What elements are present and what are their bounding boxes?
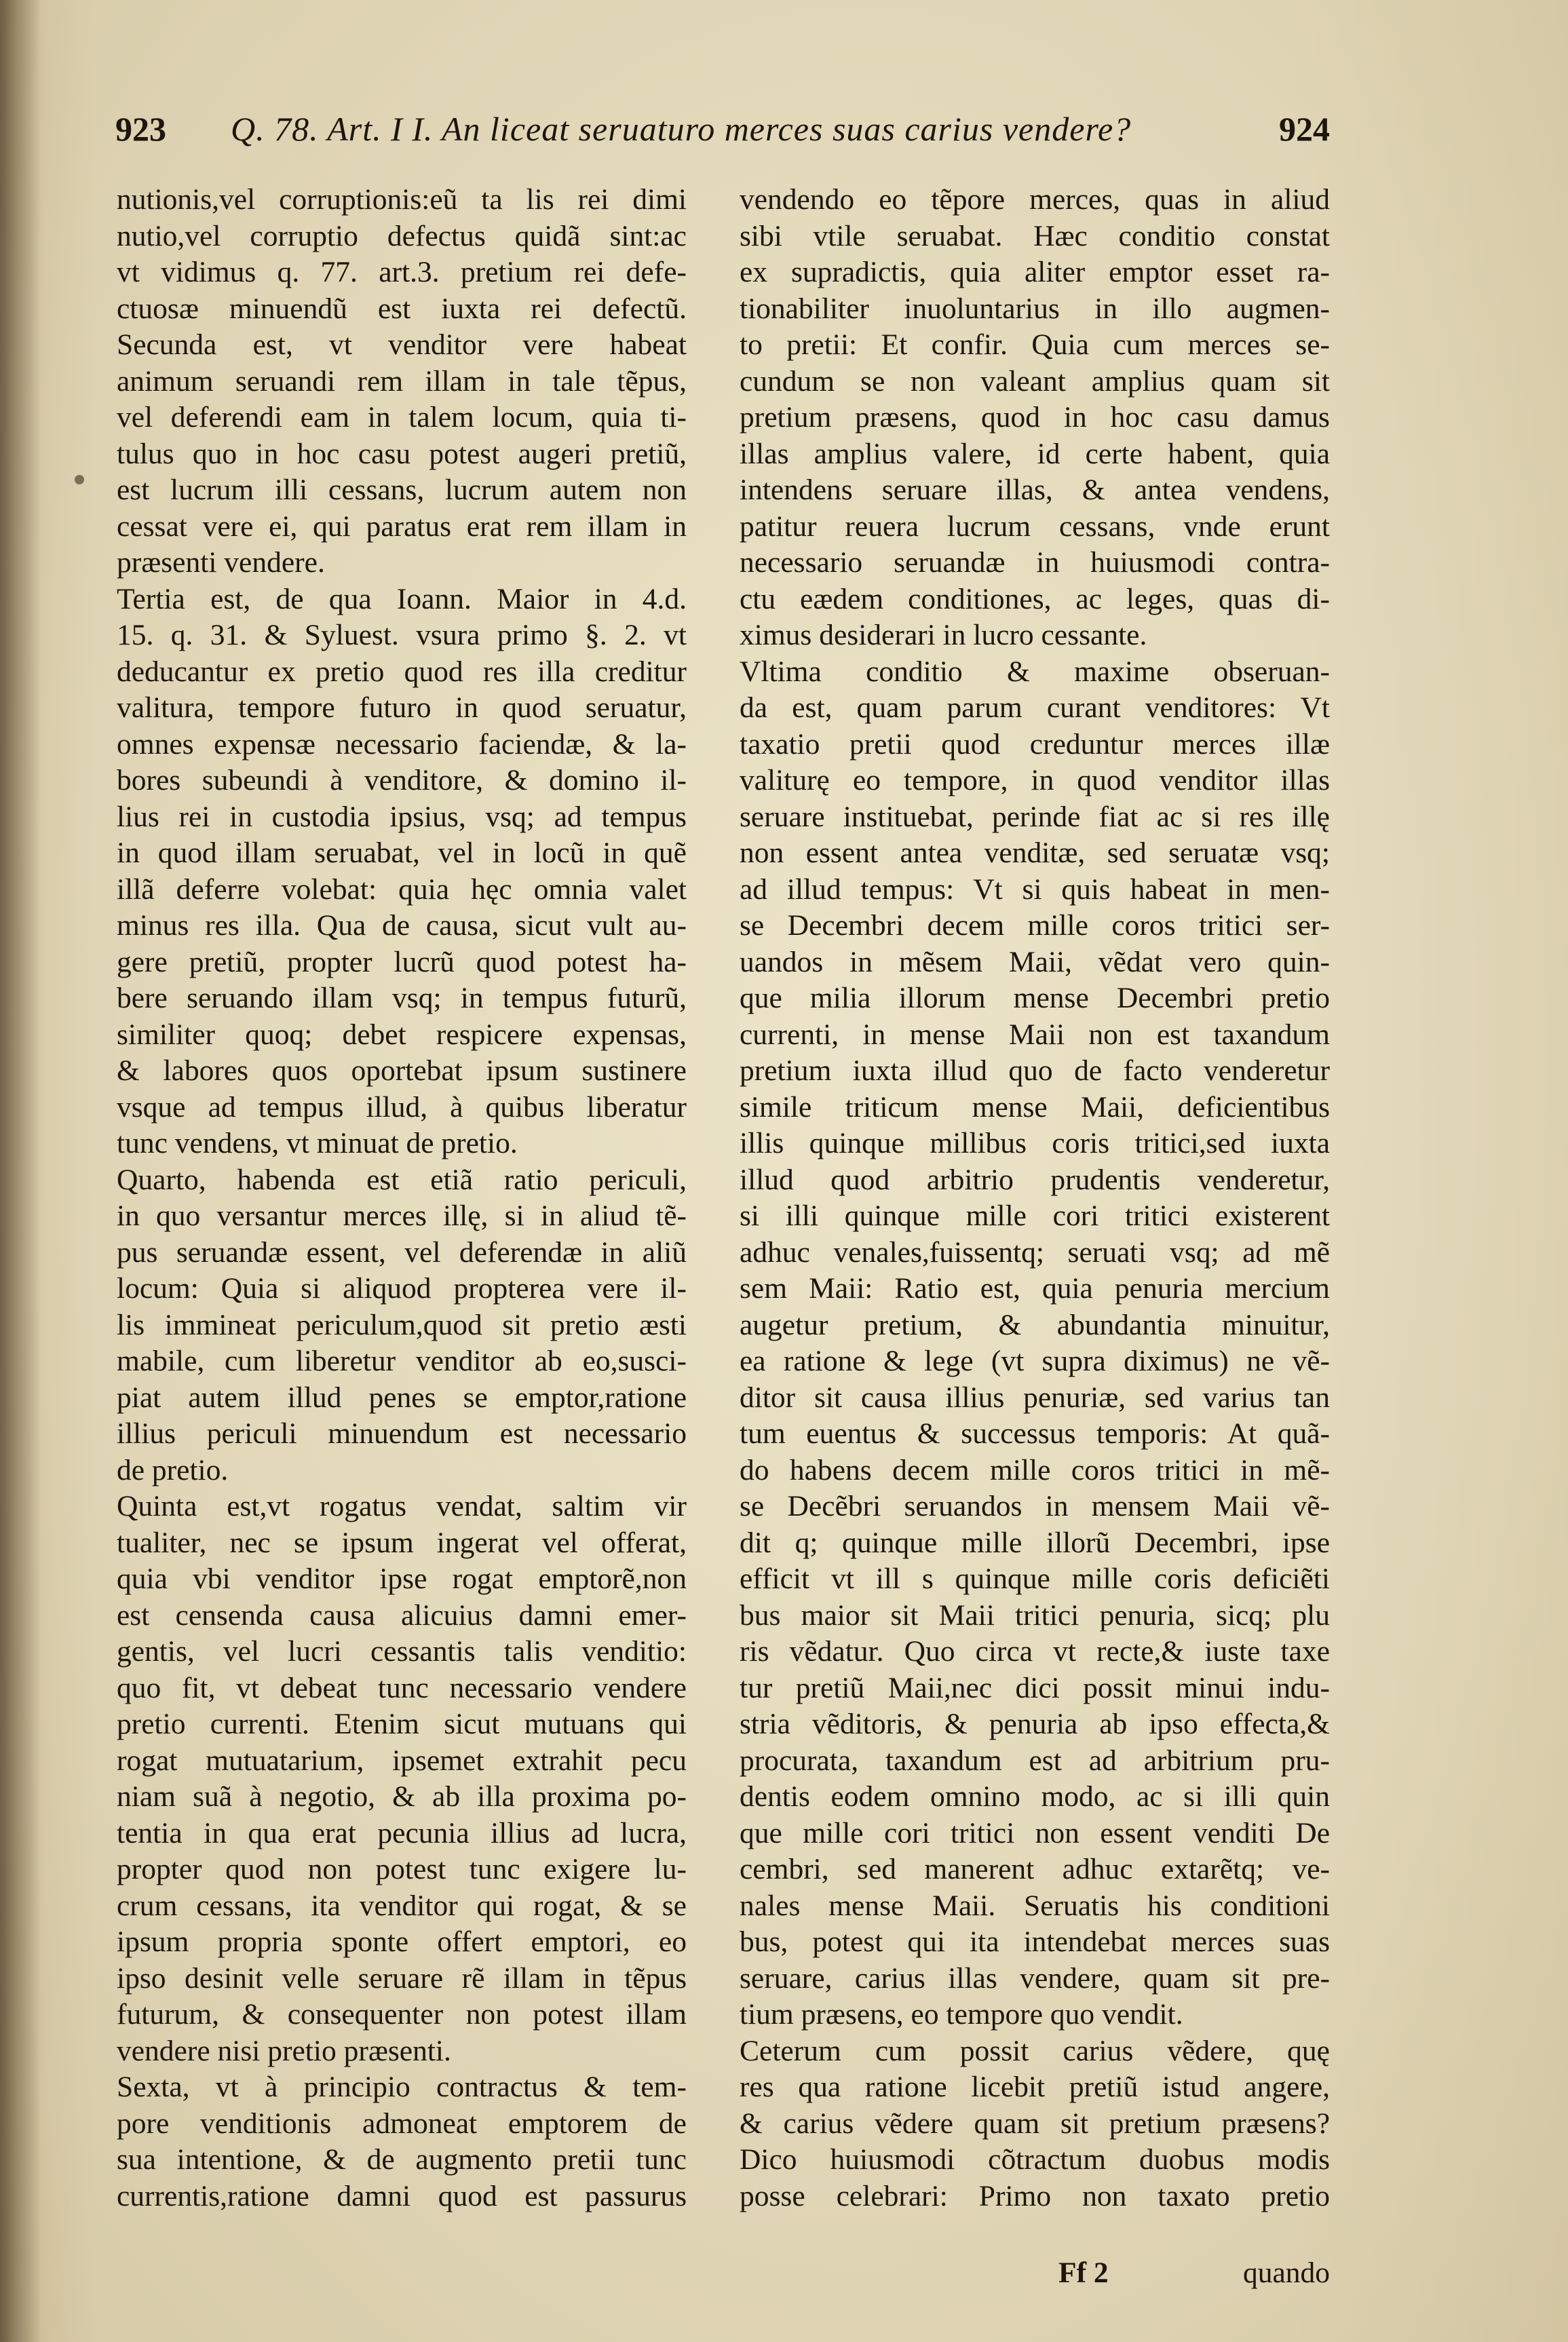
text-line: to pretii: Et confir. Quia cum merces se- [740, 328, 1330, 361]
right-page-number: 924 [1279, 110, 1330, 148]
text-line: uandos in mẽsem Maii, vẽdat vero quin- [740, 945, 1330, 978]
text-line: deducantur ex pretio quod res illa creditur [117, 655, 687, 688]
text-line: propter quod non potest tunc exigere lu- [117, 1853, 687, 1885]
text-line: vsque ad tempus illud, à quibus liberatur [117, 1090, 687, 1124]
text-line: quo fit, vt debeat tunc necessario vendere [117, 1671, 687, 1704]
text-line: taxatio pretii quod creduntur merces illæ [740, 727, 1330, 761]
text-line: vendendo eo tẽpore merces, quas in aliud [740, 183, 1330, 216]
text-line: nales mense Maii. Seruatis his conditioni [740, 1889, 1330, 1922]
text-line: ximus desiderari in lucro cessante. [740, 619, 1147, 651]
text-line: Vltima conditio & maxime obseruan- [740, 655, 1330, 688]
text-line: cessat vere ei, qui paratus erat rem illam in [117, 510, 687, 543]
text-line: currenti, in mense Maii non est taxandum [740, 1018, 1330, 1051]
text-line: similiter quoq; debet respicere expensas, [117, 1018, 687, 1051]
text-line: in quod illam seruabat, vel in locũ in quẽ [117, 837, 687, 869]
text-line: præsenti vendere. [117, 546, 325, 579]
text-line: & labores quos oportebat ipsum sustinere [117, 1054, 687, 1087]
text-line: posse celebrari: Primo non taxato pretio [740, 2179, 1330, 2212]
text-line: non essent antea venditæ, sed seruatæ vsq; [740, 837, 1330, 869]
text-line: ad illud tempus: Vt si quis habeat in men- [740, 872, 1330, 906]
text-line: res qua ratione licebit pretiũ istud angere, [740, 2071, 1330, 2103]
margin-ink-mark [75, 475, 84, 484]
text-line: Quinta est,vt rogatus vendat, saltim vir [117, 1490, 687, 1522]
text-line: ipsum propria sponte offert emptori, eo [117, 1925, 687, 1958]
text-line: tium præsens, eo tempore quo vendit. [740, 1998, 1183, 2031]
text-line: in quo versantur merces illę, si in aliud tẽ- [117, 1199, 687, 1232]
text-line: dentis eodem omnino modo, ac si illi quin [740, 1780, 1330, 1813]
text-line: niam suã à negotio, & ab illa proxima po- [117, 1780, 687, 1813]
text-line: tionabiliter inuoluntarius in illo augmen- [740, 292, 1330, 325]
text-line: & carius vẽdere quam sit pretium præsens? [740, 2107, 1330, 2140]
text-line: da est, quam parum curant venditores: Vt [740, 691, 1330, 724]
text-line: ipso desinit velle seruare rẽ illam in tẽpus [117, 1961, 687, 1995]
text-line: est lucrum illi cessans, lucrum autem non [117, 474, 687, 506]
text-line: augetur pretium, & abundantia minuitur, [740, 1308, 1330, 1341]
text-line: bores subeundi à venditore, & domino il- [117, 764, 687, 796]
text-line: patitur reuera lucrum cessans, vnde erunt [740, 510, 1330, 543]
text-line: lius rei in custodia ipsius, vsq; ad tempus [117, 800, 687, 833]
text-line: Secunda est, vt venditor vere habeat [117, 328, 687, 361]
text-line: tur pretiũ Maii,nec dici possit minui indu- [740, 1671, 1330, 1704]
text-line: adhuc venales,fuissentq; seruati vsq; ad mẽ [740, 1235, 1330, 1269]
text-line: cundum se non valeant amplius quam sit [740, 364, 1330, 398]
text-line: illius periculi minuendum est necessario [117, 1417, 687, 1450]
text-line: ris vẽdatur. Quo circa vt recte,& iuste taxe [740, 1635, 1330, 1668]
text-line: mabile, cum liberetur venditor ab eo,susci- [117, 1345, 687, 1377]
text-line: bus maior sit Maii tritici penuria, sicq; plu [740, 1598, 1330, 1632]
text-line: gere pretiũ, propter lucrũ quod potest ha- [117, 945, 687, 978]
text-line: illis quinque millibus coris tritici,sed iuxta [740, 1127, 1330, 1159]
text-line: seruare instituebat, perinde fiat ac si res illę [740, 800, 1330, 833]
text-line: Dico huiusmodi cõtractum duobus modis [740, 2143, 1330, 2176]
text-line: 15. q. 31. & Syluest. vsura primo §. 2. vt [117, 619, 687, 651]
text-line: que milia illorum mense Decembri pretio [740, 982, 1330, 1014]
text-line: necessario seruandæ in huiusmodi contra- [740, 546, 1330, 579]
text-line: do habens decem mille coros tritici in mẽ- [740, 1453, 1330, 1486]
text-line: vendere nisi pretio præsenti. [117, 2034, 451, 2067]
text-line: sibi vtile seruabat. Hæc conditio constat [740, 219, 1330, 252]
text-line: tulus quo in hoc casu potest augeri pretiũ, [117, 437, 687, 470]
text-line: pretio currenti. Etenim sicut mutuans qui [117, 1708, 687, 1740]
text-line: Sexta, vt à principio contractus & tem- [117, 2071, 687, 2103]
text-line: ditor sit causa illius penuriæ, sed varius tan [740, 1381, 1330, 1414]
left-text-column [117, 182, 687, 2214]
text-line: ctu eædem conditiones, ac leges, quas di- [740, 582, 1330, 615]
text-line: se Decẽbri seruandos in mensem Maii vẽ- [740, 1490, 1330, 1522]
text-line: simile triticum mense Maii, deficientibus [740, 1090, 1330, 1124]
text-line: valiturę eo tempore, in quod venditor illas [740, 764, 1330, 796]
text-line: bere seruando illam vsq; in tempus futurũ, [117, 982, 687, 1014]
text-line: vel deferendi eam in talem locum, quia ti- [117, 401, 687, 434]
text-line: gentis, vel lucri cessantis talis venditio: [117, 1635, 687, 1668]
text-line: Quarto, habenda est etiã ratio periculi, [117, 1163, 687, 1196]
running-head [115, 102, 1330, 156]
text-line: pretium præsens, quod in hoc casu damus [740, 401, 1330, 434]
text-line: pretium iuxta illud quo de facto venderetur [740, 1054, 1330, 1087]
text-line: que mille cori tritici non essent venditi De [740, 1816, 1330, 1849]
text-line: futurum, & consequenter non potest illam [117, 1998, 687, 2031]
text-line: Ceterum cum possit carius vẽdere, quę [740, 2034, 1330, 2067]
right-text-column [740, 182, 1330, 2214]
page-footer [740, 2252, 1330, 2293]
text-line: si illi quinque mille cori tritici existerent [740, 1199, 1330, 1232]
text-line: animum seruandi rem illam in tale tẽpus, [117, 364, 687, 398]
text-line: cembri, sed manerent adhuc extarẽtq; ve- [740, 1853, 1330, 1885]
text-line: se Decembri decem mille coros tritici ser- [740, 909, 1330, 942]
text-line: efficit vt ill s quinque mille coris deficiẽti [740, 1562, 1330, 1595]
text-line: procurata, taxandum est ad arbitrium pru- [740, 1744, 1330, 1777]
text-line: sua intentione, & de augmento pretii tunc [117, 2143, 687, 2176]
text-line: est censenda causa alicuius damni emer- [117, 1598, 687, 1632]
text-line: de pretio. [117, 1453, 229, 1486]
text-line: intendens seruare illas, & antea vendens, [740, 474, 1330, 506]
left-page-number: 923 [115, 110, 166, 148]
text-line: piat autem illud penes se emptor,ratione [117, 1381, 687, 1414]
text-line: minus res illa. Qua de causa, sicut vult au- [117, 909, 687, 942]
text-line: vt vidimus q. 77. art.3. pretium rei defe- [117, 256, 687, 288]
text-line: seruare, carius illas vendere, quam sit pre- [740, 1961, 1330, 1995]
text-line: illas amplius valere, id certe habent, quia [740, 437, 1330, 470]
text-line: valitura, tempore futuro in quod seruatur, [117, 691, 687, 724]
text-line: quia vbi venditor ipse rogat emptorẽ,non [117, 1562, 687, 1595]
text-line: lis immineat periculum,quod sit pretio æsti [117, 1308, 687, 1341]
text-line: tentia in qua erat pecunia illius ad lucra, [117, 1816, 687, 1849]
text-line: locum: Quia si aliquod propterea vere il- [117, 1272, 687, 1305]
text-line: Tertia est, de qua Ioann. Maior in 4.d. [117, 582, 687, 615]
text-line: stria vẽditoris, & penuria ab ipso effecta,& [740, 1708, 1330, 1740]
text-line: tum euentus & successus temporis: At quã- [740, 1417, 1330, 1450]
text-line: ex supradictis, quia aliter emptor esset ra- [740, 256, 1330, 288]
text-line: tualiter, nec se ipsum ingerat vel offerat, [117, 1526, 687, 1559]
text-line: pore venditionis admoneat emptorem de [117, 2107, 687, 2140]
signature-mark: Ff 2 [1058, 2257, 1109, 2289]
text-line: pus seruandæ essent, vel deferendæ in aliũ [117, 1235, 687, 1269]
text-line: nutionis,vel corruptionis:eũ ta lis rei dimi [117, 183, 687, 216]
running-title: Q. 78. Art. I I. An liceat seruaturo merces suas carius vendere? [231, 110, 1132, 148]
text-line: illud quod arbitrio prudentis venderetur, [740, 1163, 1330, 1196]
catchword: quando [1242, 2257, 1330, 2289]
text-line: tunc vendens, vt minuat de pretio. [117, 1127, 518, 1159]
text-line: dit q; quinque mille illorũ Decembri, ipse [740, 1526, 1330, 1559]
gutter-shadow [0, 0, 41, 2342]
text-line: currentis,ratione damni quod est passurus [117, 2179, 687, 2212]
text-line: nutio,vel corruptio defectus quidã sint:ac [117, 219, 687, 252]
text-line: crum cessans, ita venditor qui rogat, & se [117, 1889, 687, 1922]
text-line: ea ratione & lege (vt supra diximus) ne vẽ- [740, 1345, 1330, 1377]
text-line: illã deferre volebat: quia hęc omnia valet [117, 872, 687, 906]
text-line: sem Maii: Ratio est, quia penuria mercium [740, 1272, 1330, 1305]
text-line: ctuosæ minuendũ est iuxta rei defectũ. [117, 292, 687, 325]
text-line: rogat mutuatarium, ipsemet extrahit pecu [117, 1744, 687, 1777]
text-line: bus, potest qui ita intendebat merces suas [740, 1925, 1330, 1958]
text-line: omnes expensæ necessario faciendæ, & la- [117, 727, 687, 761]
